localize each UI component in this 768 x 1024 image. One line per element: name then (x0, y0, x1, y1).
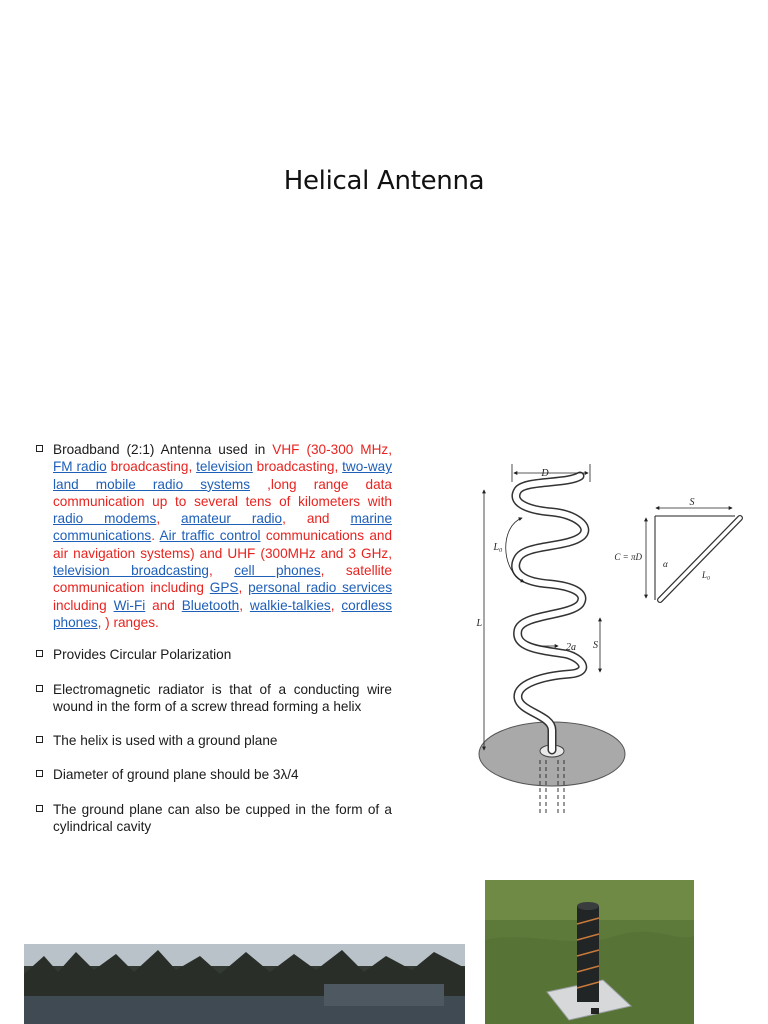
text-segment: including (53, 597, 114, 613)
checkbox-bullet-icon (36, 650, 43, 657)
bullet-text: The ground plane can also be cupped in the form of a cylindrical cavity (53, 801, 392, 835)
wiki-link[interactable]: walkie-talkies (249, 597, 331, 613)
label-l0-triangle: L₀ (702, 570, 711, 580)
text-segment: Broadband (2:1) Antenna used in (53, 442, 273, 457)
wiki-link[interactable]: marine communications (53, 511, 393, 544)
checkbox-bullet-icon (36, 685, 43, 692)
label-l0: L₀ (493, 542, 503, 553)
text-segment: broadcasting, (106, 459, 197, 475)
wiki-link[interactable]: FM radio (53, 459, 107, 475)
bullet-text: Diameter of ground plane should be 3λ/4 (53, 767, 299, 783)
helix-geometry-diagram (470, 460, 750, 820)
label-alpha: α (663, 559, 668, 569)
slide-title: Helical Antenna (283, 166, 485, 196)
wiki-link[interactable]: land mobile radio systems (53, 476, 251, 492)
wiki-link[interactable]: Bluetooth (181, 597, 240, 613)
bullet-text: Provides Circular Polarization (53, 647, 232, 663)
wiki-link[interactable]: radio modems (53, 511, 157, 527)
text-segment: , (239, 597, 250, 613)
text-segment: broadcasting, (252, 459, 343, 475)
label-c: C = πD (614, 552, 642, 562)
bullet-radiator (36, 681, 392, 716)
text-segment: , (156, 511, 182, 527)
label-s: S (593, 640, 598, 651)
wiki-link[interactable]: amateur radio (181, 511, 283, 527)
text-segment: and (145, 597, 182, 613)
bullet-ground-plane (36, 732, 392, 749)
bullet-cavity (36, 801, 392, 836)
helical-antenna-photo (485, 880, 694, 1024)
checkbox-bullet-icon (36, 770, 43, 777)
helix-coil-fill (516, 476, 585, 750)
wiki-link[interactable]: Air traffic control (159, 528, 261, 544)
text-segment: . (151, 528, 160, 544)
text-segment: , (238, 580, 249, 596)
checkbox-bullet-icon (36, 445, 43, 452)
bullet-text: The helix is used with a ground plane (53, 733, 278, 749)
wiki-link[interactable]: cordless phones (53, 597, 392, 630)
bullet-text: Electromagnetic radiator is that of a conducting wire wound in the form of a screw thread forming a helix (53, 681, 392, 714)
wiki-link[interactable]: television (196, 459, 253, 475)
wiki-link[interactable]: personal radio services (248, 580, 392, 596)
text-segment: communications and air navigation systems) and UHF (300MHz and 3 GHz, (53, 528, 393, 561)
label-s-top: S (689, 497, 695, 508)
bullet-diameter (36, 766, 392, 783)
text-segment: VHF (30-300 MHz, (272, 442, 392, 457)
text-segment: , (330, 597, 342, 613)
antenna-field-photo (24, 944, 465, 1024)
checkbox-bullet-icon (36, 736, 43, 743)
wiki-link[interactable]: television broadcasting (53, 563, 209, 579)
label-l: L (476, 618, 482, 629)
label-d: D (541, 468, 549, 479)
text-segment: , ) ranges. (97, 614, 159, 630)
text-segment: , (208, 563, 235, 579)
bullet-list (36, 441, 392, 852)
text-segment: , satellite communication including (53, 563, 392, 596)
text-segment: , and (282, 511, 351, 527)
applications-text (53, 442, 392, 630)
bullet-polarization (36, 646, 392, 663)
wiki-link[interactable]: two-way (342, 459, 393, 475)
wiki-link[interactable]: GPS (209, 580, 239, 596)
wiki-link[interactable]: Wi-Fi (113, 597, 146, 613)
checkbox-bullet-icon (36, 805, 43, 812)
label-2a: 2a (566, 642, 576, 653)
wiki-link[interactable]: cell phones (234, 563, 321, 579)
text-segment: ,long range data communication up to several tens of kilometers with (53, 476, 392, 509)
bullet-applications (36, 441, 392, 631)
